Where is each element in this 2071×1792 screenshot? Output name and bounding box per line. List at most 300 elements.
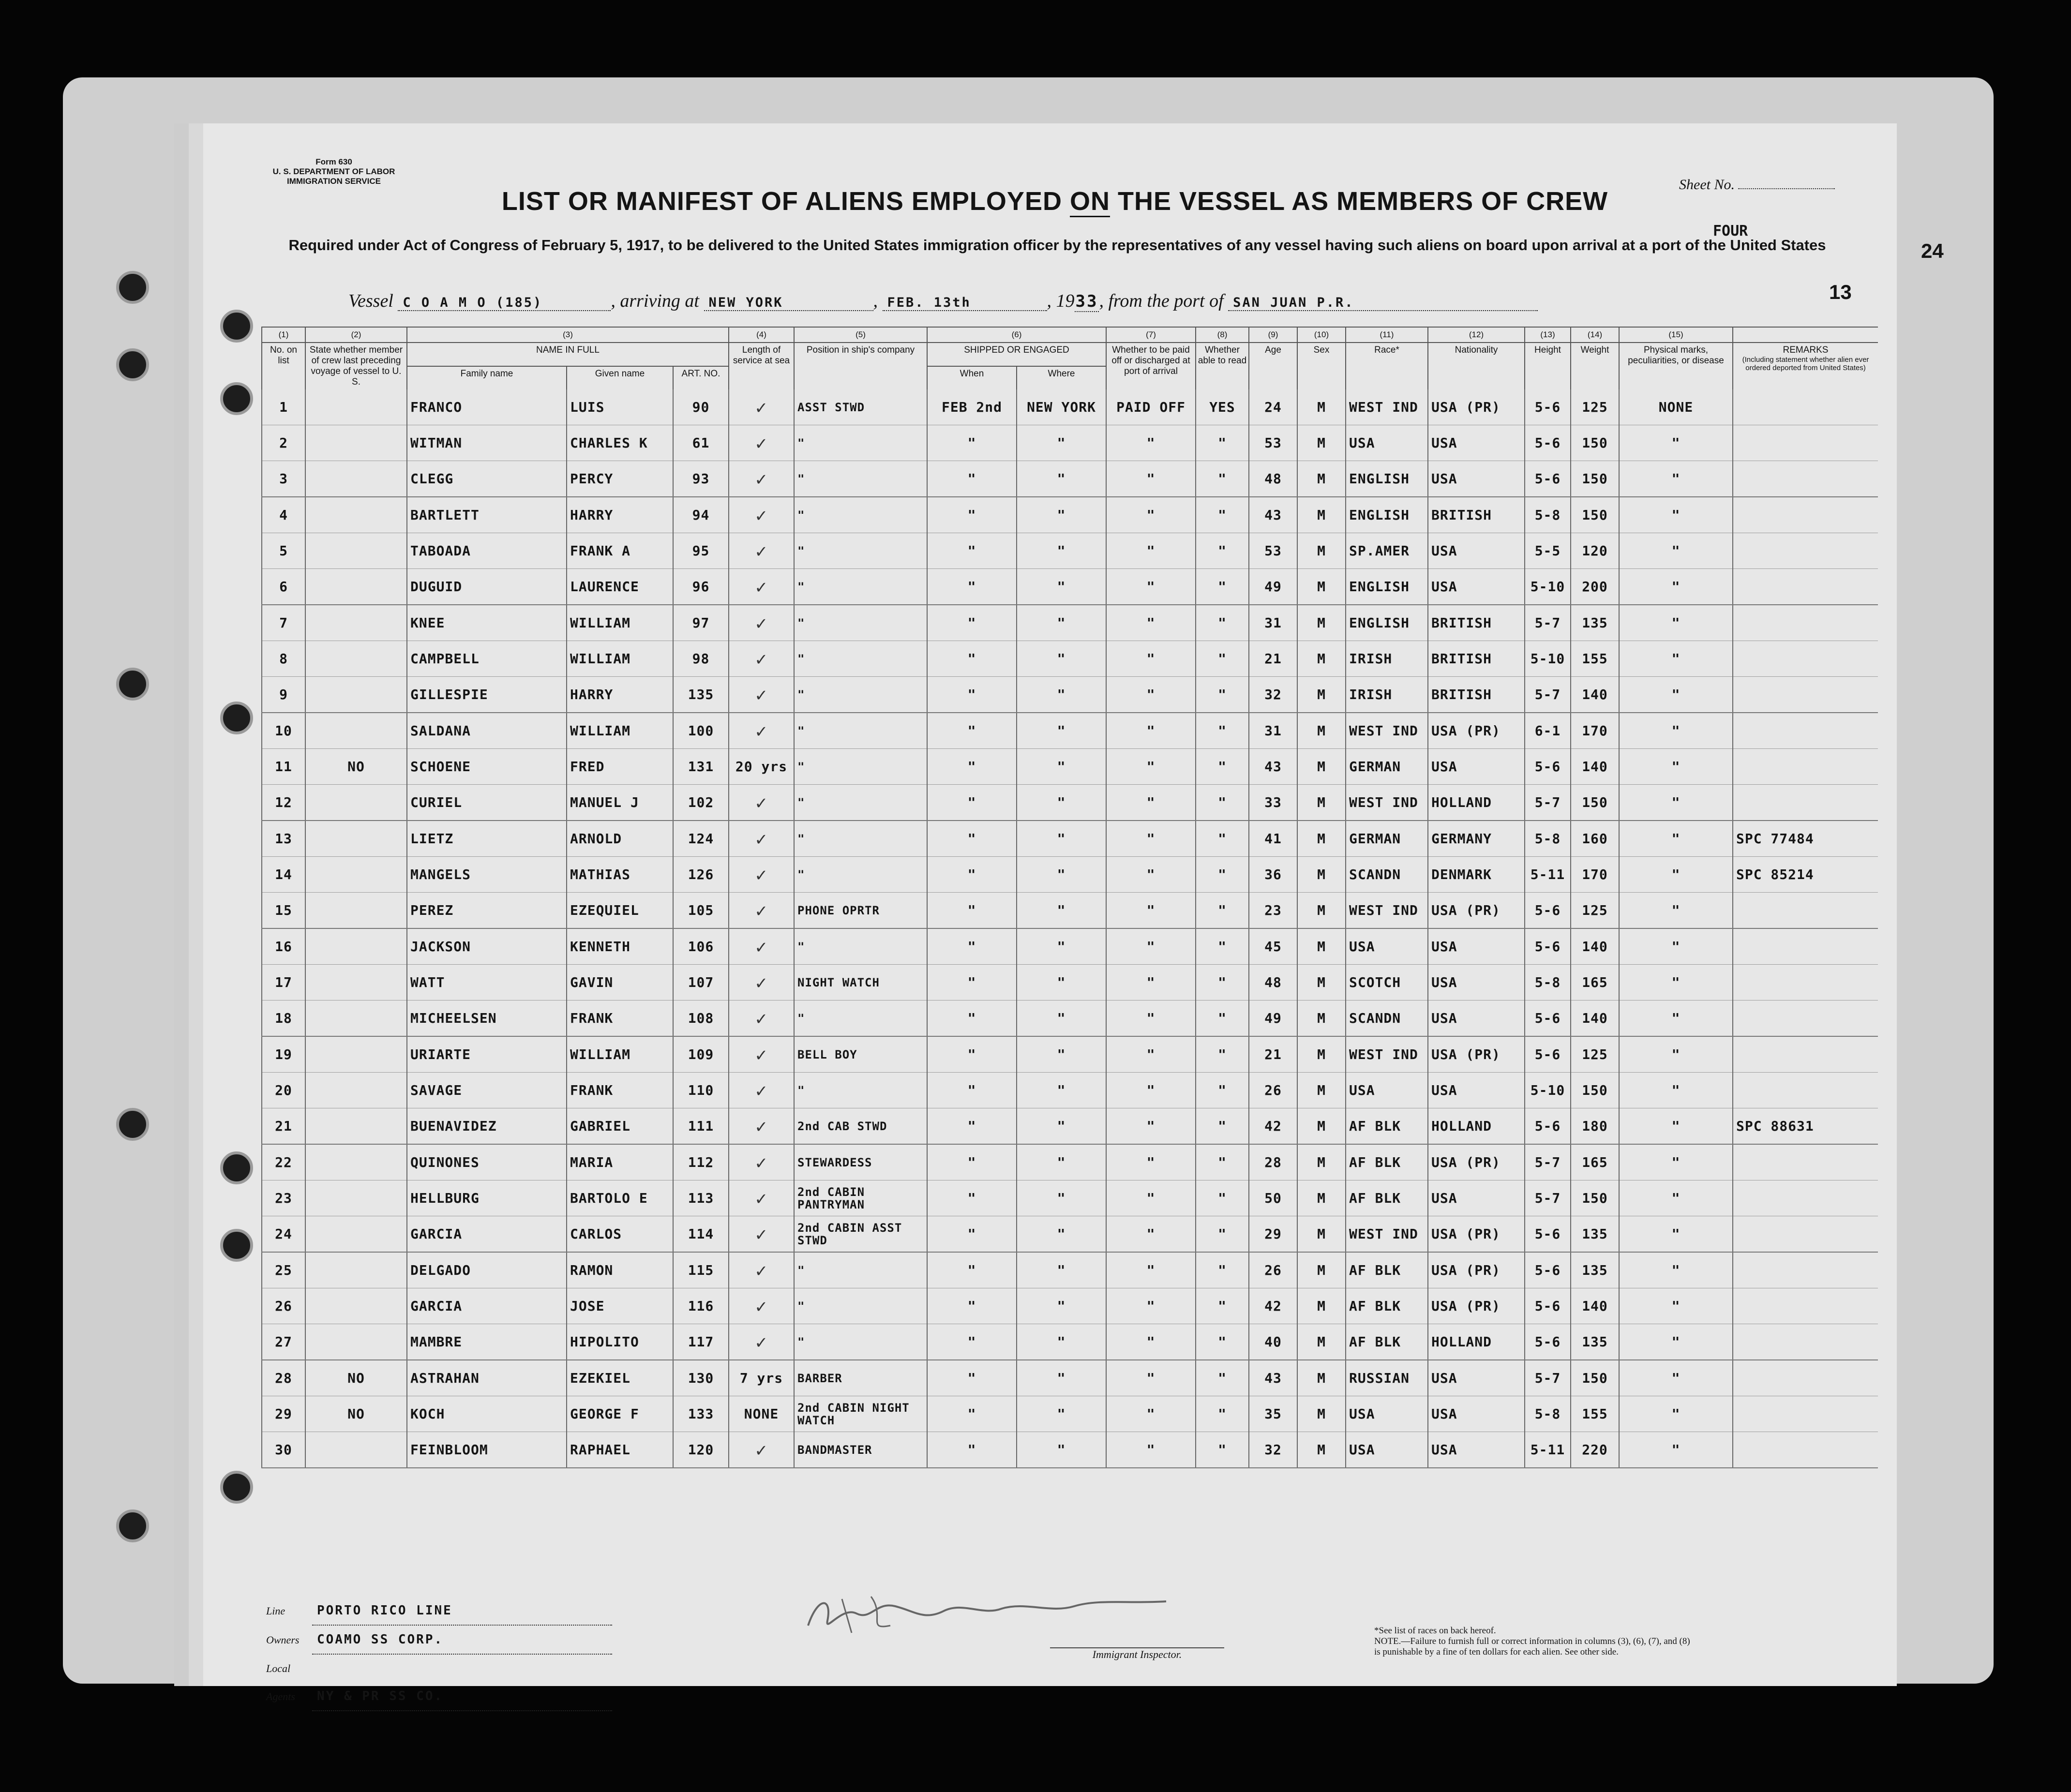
table-row <box>262 965 1878 1001</box>
row-number: 22 <box>262 1144 305 1180</box>
header-sex: Sex <box>1297 343 1346 389</box>
given-name: ARNOLD <box>567 821 673 857</box>
punch-hole <box>116 271 149 304</box>
sex: M <box>1297 1252 1346 1288</box>
given-name: FRANK <box>567 1001 673 1037</box>
physical-marks: " <box>1619 1180 1733 1216</box>
punch-hole <box>220 310 253 343</box>
nationality: USA <box>1428 1432 1525 1468</box>
race: IRISH <box>1346 677 1428 713</box>
height: 5-6 <box>1525 1001 1571 1037</box>
row-number: 4 <box>262 497 305 533</box>
nationality: BRITISH <box>1428 497 1525 533</box>
races-note: *See list of races on back hereof. <box>1374 1626 1496 1636</box>
nationality: USA (PR) <box>1428 1288 1525 1324</box>
line-value: PORTO RICO LINE <box>312 1597 612 1626</box>
family-name: DUGUID <box>407 569 567 605</box>
paid-off: " <box>1106 569 1196 605</box>
height: 5-10 <box>1525 1073 1571 1108</box>
remarks <box>1733 785 1878 821</box>
sex: M <box>1297 749 1346 785</box>
weight: 140 <box>1571 1001 1619 1037</box>
remarks <box>1733 1252 1878 1288</box>
shipped-where: " <box>1017 1001 1106 1037</box>
family-name: WATT <box>407 965 567 1001</box>
shipped-where: " <box>1017 1288 1106 1324</box>
paid-off: " <box>1106 893 1196 929</box>
race: WEST IND <box>1346 389 1428 425</box>
age: 42 <box>1249 1108 1297 1145</box>
length-of-service: ✓ <box>729 1252 794 1288</box>
row-number: 13 <box>262 821 305 857</box>
physical-marks: " <box>1619 965 1733 1001</box>
art-number: 116 <box>673 1288 729 1324</box>
sex: M <box>1297 1360 1346 1396</box>
sex: M <box>1297 1432 1346 1468</box>
weight: 135 <box>1571 605 1619 641</box>
family-name: SCHOENE <box>407 749 567 785</box>
physical-marks: " <box>1619 1288 1733 1324</box>
sex: M <box>1297 1288 1346 1324</box>
row-number: 12 <box>262 785 305 821</box>
page-title <box>426 186 1684 216</box>
crew-member-status <box>305 857 407 893</box>
height: 5-6 <box>1525 389 1571 425</box>
physical-marks: " <box>1619 785 1733 821</box>
remarks <box>1733 605 1878 641</box>
physical-marks: " <box>1619 1001 1733 1037</box>
paid-off: " <box>1106 965 1196 1001</box>
table-row <box>262 1073 1878 1108</box>
paid-off: " <box>1106 533 1196 569</box>
shipped-where: " <box>1017 965 1106 1001</box>
age: 35 <box>1249 1396 1297 1432</box>
remarks <box>1733 533 1878 569</box>
shipped-where: " <box>1017 893 1106 929</box>
header-state-member: State whether member of crew last preceding voyage of vessel to U. S. <box>305 343 407 389</box>
shipped-when: " <box>927 749 1017 785</box>
family-name: CLEGG <box>407 461 567 497</box>
sheet-number-label: Sheet No. <box>1679 177 1735 193</box>
height: 5-7 <box>1525 1180 1571 1216</box>
weight: 150 <box>1571 785 1619 821</box>
length-of-service: ✓ <box>729 713 794 749</box>
arrival-port: NEW YORK <box>704 295 873 311</box>
remarks <box>1733 1180 1878 1216</box>
penalty-note: NOTE.—Failure to furnish full or correct information in columns (3), (6), (7), and (8) is punishable by a fine of ten dollars for each alien. See other side. <box>1374 1636 1690 1657</box>
able-to-read: " <box>1196 893 1249 929</box>
length-of-service: ✓ <box>729 1432 794 1468</box>
row-number: 6 <box>262 569 305 605</box>
paid-off: " <box>1106 1252 1196 1288</box>
length-of-service: ✓ <box>729 1216 794 1253</box>
column-number: (2) <box>305 327 407 343</box>
row-number: 11 <box>262 749 305 785</box>
physical-marks: NONE <box>1619 389 1733 425</box>
position: " <box>794 533 927 569</box>
height: 5-6 <box>1525 749 1571 785</box>
row-number: 10 <box>262 713 305 749</box>
given-name: MARIA <box>567 1144 673 1180</box>
weight: 150 <box>1571 497 1619 533</box>
race: SCANDN <box>1346 1001 1428 1037</box>
shipped-where: " <box>1017 641 1106 677</box>
physical-marks: " <box>1619 1252 1733 1288</box>
inspector-label: Immigrant Inspector. <box>1050 1647 1224 1661</box>
age: 31 <box>1249 713 1297 749</box>
art-number: 112 <box>673 1144 729 1180</box>
art-number: 133 <box>673 1396 729 1432</box>
crew-member-status <box>305 1432 407 1468</box>
remarks <box>1733 928 1878 965</box>
crew-member-status <box>305 1036 407 1073</box>
physical-marks: " <box>1619 1144 1733 1180</box>
height: 5-11 <box>1525 1432 1571 1468</box>
family-name: SALDANA <box>407 713 567 749</box>
age: 49 <box>1249 1001 1297 1037</box>
able-to-read: " <box>1196 533 1249 569</box>
weight: 155 <box>1571 641 1619 677</box>
family-name: URIARTE <box>407 1036 567 1073</box>
position: " <box>794 749 927 785</box>
weight: 170 <box>1571 857 1619 893</box>
art-number: 93 <box>673 461 729 497</box>
able-to-read: " <box>1196 1144 1249 1180</box>
age: 32 <box>1249 1432 1297 1468</box>
crew-member-status <box>305 1073 407 1108</box>
crew-member-status <box>305 785 407 821</box>
crew-member-status <box>305 389 407 425</box>
punch-hole <box>116 668 149 701</box>
able-to-read: " <box>1196 677 1249 713</box>
physical-marks: " <box>1619 1036 1733 1073</box>
nationality: USA (PR) <box>1428 893 1525 929</box>
able-to-read: " <box>1196 1324 1249 1360</box>
race: SCANDN <box>1346 857 1428 893</box>
given-name: HARRY <box>567 497 673 533</box>
row-number: 9 <box>262 677 305 713</box>
paid-off: " <box>1106 1036 1196 1073</box>
nationality: USA (PR) <box>1428 1144 1525 1180</box>
nationality: HOLLAND <box>1428 1108 1525 1145</box>
age: 31 <box>1249 605 1297 641</box>
table-row <box>262 1180 1878 1216</box>
row-number: 1 <box>262 389 305 425</box>
paid-off: " <box>1106 461 1196 497</box>
length-of-service: ✓ <box>729 1180 794 1216</box>
footer-agents-row <box>266 1655 612 1711</box>
crew-member-status <box>305 1288 407 1324</box>
weight: 220 <box>1571 1432 1619 1468</box>
column-number: (1) <box>262 327 305 343</box>
length-of-service: 20 yrs <box>729 749 794 785</box>
position: " <box>794 857 927 893</box>
nationality: USA <box>1428 425 1525 461</box>
shipped-when: " <box>927 1073 1017 1108</box>
table-row <box>262 533 1878 569</box>
crew-member-status: NO <box>305 1360 407 1396</box>
remarks <box>1733 1324 1878 1360</box>
column-number: (14) <box>1571 327 1619 343</box>
crew-member-status <box>305 965 407 1001</box>
position: " <box>794 605 927 641</box>
shipped-where: " <box>1017 1144 1106 1180</box>
shipped-when: " <box>927 893 1017 929</box>
family-name: FRANCO <box>407 389 567 425</box>
length-of-service: ✓ <box>729 1036 794 1073</box>
position: STEWARDESS <box>794 1144 927 1180</box>
race: WEST IND <box>1346 785 1428 821</box>
table-row <box>262 1001 1878 1037</box>
column-number: (5) <box>794 327 927 343</box>
paid-off: " <box>1106 713 1196 749</box>
table-row <box>262 1144 1878 1180</box>
length-of-service: ✓ <box>729 425 794 461</box>
length-of-service: ✓ <box>729 893 794 929</box>
nationality: HOLLAND <box>1428 1324 1525 1360</box>
row-number: 28 <box>262 1360 305 1396</box>
nationality: GERMANY <box>1428 821 1525 857</box>
weight: 140 <box>1571 928 1619 965</box>
family-name: LIETZ <box>407 821 567 857</box>
paid-off: " <box>1106 1108 1196 1145</box>
shipped-where: " <box>1017 1108 1106 1145</box>
given-name: LUIS <box>567 389 673 425</box>
race: ENGLISH <box>1346 497 1428 533</box>
vessel-line: Vessel C O A M O (185) , arriving at NEW YORK , FEB. 13th , 1933, from the port of SAN JUAN P.R. <box>348 290 1752 312</box>
row-number: 7 <box>262 605 305 641</box>
sex: M <box>1297 1324 1346 1360</box>
header-weight: Weight <box>1571 343 1619 389</box>
header-shipped-or-engaged: SHIPPED OR ENGAGED <box>927 343 1106 366</box>
crew-member-status <box>305 497 407 533</box>
paid-off: " <box>1106 1073 1196 1108</box>
shipped-when: " <box>927 1324 1017 1360</box>
arriving-label: , arriving at <box>611 291 699 311</box>
sex: M <box>1297 1396 1346 1432</box>
sex: M <box>1297 1073 1346 1108</box>
shipped-when: " <box>927 569 1017 605</box>
art-number: 94 <box>673 497 729 533</box>
art-number: 96 <box>673 569 729 605</box>
shipped-when: " <box>927 641 1017 677</box>
position: 2nd CAB STWD <box>794 1108 927 1145</box>
sex: M <box>1297 965 1346 1001</box>
family-name: MANGELS <box>407 857 567 893</box>
shipped-when: " <box>927 461 1017 497</box>
height: 5-6 <box>1525 1288 1571 1324</box>
row-number: 18 <box>262 1001 305 1037</box>
height: 5-6 <box>1525 1252 1571 1288</box>
paid-off: " <box>1106 1216 1196 1253</box>
shipped-when: " <box>927 821 1017 857</box>
given-name: HARRY <box>567 677 673 713</box>
position: 2nd CABIN NIGHT WATCH <box>794 1396 927 1432</box>
shipped-when: " <box>927 857 1017 893</box>
remarks <box>1733 1073 1878 1108</box>
row-number: 29 <box>262 1396 305 1432</box>
length-of-service: ✓ <box>729 965 794 1001</box>
art-number: 130 <box>673 1360 729 1396</box>
header-position: Position in ship's company <box>794 343 927 389</box>
length-of-service: ✓ <box>729 533 794 569</box>
header-where: Where <box>1017 366 1106 389</box>
age: 49 <box>1249 569 1297 605</box>
shipped-when: " <box>927 1288 1017 1324</box>
crew-member-status <box>305 461 407 497</box>
crew-member-status <box>305 893 407 929</box>
shipped-where: " <box>1017 1360 1106 1396</box>
given-name: JOSE <box>567 1288 673 1324</box>
column-number: (6) <box>927 327 1106 343</box>
form-reference <box>271 157 397 186</box>
family-name: HELLBURG <box>407 1180 567 1216</box>
row-number: 17 <box>262 965 305 1001</box>
able-to-read: " <box>1196 1288 1249 1324</box>
sex: M <box>1297 497 1346 533</box>
race: AF BLK <box>1346 1108 1428 1145</box>
paid-off: " <box>1106 1288 1196 1324</box>
table-row <box>262 605 1878 641</box>
length-of-service: ✓ <box>729 1001 794 1037</box>
paid-off: " <box>1106 749 1196 785</box>
sex: M <box>1297 785 1346 821</box>
physical-marks: " <box>1619 569 1733 605</box>
art-number: 106 <box>673 928 729 965</box>
race: GERMAN <box>1346 749 1428 785</box>
age: 24 <box>1249 389 1297 425</box>
punch-hole <box>220 1151 253 1184</box>
agents-value: NY & PR SS CO. <box>312 1682 612 1711</box>
race: WEST IND <box>1346 713 1428 749</box>
family-name: MICHEELSEN <box>407 1001 567 1037</box>
able-to-read: " <box>1196 1252 1249 1288</box>
position: " <box>794 1324 927 1360</box>
table-row <box>262 389 1878 425</box>
shipped-where: " <box>1017 533 1106 569</box>
weight: 140 <box>1571 749 1619 785</box>
shipped-when: " <box>927 1360 1017 1396</box>
paid-off: " <box>1106 785 1196 821</box>
nationality: USA <box>1428 749 1525 785</box>
nationality: USA <box>1428 1396 1525 1432</box>
position: " <box>794 677 927 713</box>
crew-table-wrap <box>261 327 1877 1468</box>
height: 5-6 <box>1525 1324 1571 1360</box>
art-number: 107 <box>673 965 729 1001</box>
agents-label: Local Agents <box>266 1662 295 1702</box>
sex: M <box>1297 713 1346 749</box>
sheet-number-field <box>1679 177 1835 193</box>
weight: 125 <box>1571 893 1619 929</box>
nationality: USA (PR) <box>1428 1036 1525 1073</box>
age: 48 <box>1249 965 1297 1001</box>
table-row <box>262 1288 1878 1324</box>
shipped-when: " <box>927 497 1017 533</box>
length-of-service: ✓ <box>729 1144 794 1180</box>
weight: 125 <box>1571 389 1619 425</box>
table-row <box>262 893 1878 929</box>
weight: 165 <box>1571 1144 1619 1180</box>
shipped-where: " <box>1017 857 1106 893</box>
shipped-where: " <box>1017 1216 1106 1253</box>
art-number: 95 <box>673 533 729 569</box>
race: WEST IND <box>1346 893 1428 929</box>
physical-marks: " <box>1619 928 1733 965</box>
shipped-where: " <box>1017 605 1106 641</box>
shipped-when: " <box>927 1396 1017 1432</box>
header-paid-off: Whether to be paid off or discharged at port of arrival <box>1106 343 1196 389</box>
table-row <box>262 1252 1878 1288</box>
given-name: LAURENCE <box>567 569 673 605</box>
header-able-to-read: Whether able to read <box>1196 343 1249 389</box>
punch-hole <box>220 1471 253 1504</box>
position: " <box>794 425 927 461</box>
height: 5-8 <box>1525 965 1571 1001</box>
race: USA <box>1346 1073 1428 1108</box>
age: 43 <box>1249 497 1297 533</box>
row-number: 3 <box>262 461 305 497</box>
age: 53 <box>1249 425 1297 461</box>
paid-off: PAID OFF <box>1106 389 1196 425</box>
shipped-when: " <box>927 965 1017 1001</box>
length-of-service: ✓ <box>729 389 794 425</box>
column-header-row <box>262 343 1878 366</box>
table-row <box>262 713 1878 749</box>
age: 29 <box>1249 1216 1297 1253</box>
shipped-where: " <box>1017 821 1106 857</box>
paid-off: " <box>1106 857 1196 893</box>
age: 53 <box>1249 533 1297 569</box>
crew-table <box>261 327 1878 1468</box>
height: 5-6 <box>1525 893 1571 929</box>
vessel-label: Vessel <box>348 291 393 311</box>
height: 5-10 <box>1525 569 1571 605</box>
art-number: 120 <box>673 1432 729 1468</box>
physical-marks: " <box>1619 461 1733 497</box>
art-number: 105 <box>673 893 729 929</box>
row-number: 15 <box>262 893 305 929</box>
crew-member-status: NO <box>305 1396 407 1432</box>
art-number: 135 <box>673 677 729 713</box>
race: AF BLK <box>1346 1324 1428 1360</box>
table-row <box>262 857 1878 893</box>
age: 21 <box>1249 641 1297 677</box>
sex: M <box>1297 641 1346 677</box>
shipped-where: " <box>1017 461 1106 497</box>
given-name: CARLOS <box>567 1216 673 1253</box>
art-number: 111 <box>673 1108 729 1145</box>
weight: 160 <box>1571 821 1619 857</box>
remarks <box>1733 1288 1878 1324</box>
given-name: FRANK A <box>567 533 673 569</box>
position: BARBER <box>794 1360 927 1396</box>
race: AF BLK <box>1346 1252 1428 1288</box>
weight: 200 <box>1571 569 1619 605</box>
family-name: ASTRAHAN <box>407 1360 567 1396</box>
given-name: HIPOLITO <box>567 1324 673 1360</box>
row-number: 2 <box>262 425 305 461</box>
height: 5-7 <box>1525 1360 1571 1396</box>
physical-marks: " <box>1619 1073 1733 1108</box>
family-name: BARTLETT <box>407 497 567 533</box>
given-name: WILLIAM <box>567 1036 673 1073</box>
family-name: MAMBRE <box>407 1324 567 1360</box>
position: " <box>794 1252 927 1288</box>
family-name: CURIEL <box>407 785 567 821</box>
remarks <box>1733 1036 1878 1073</box>
header-no-on-list: No. on list <box>262 343 305 389</box>
